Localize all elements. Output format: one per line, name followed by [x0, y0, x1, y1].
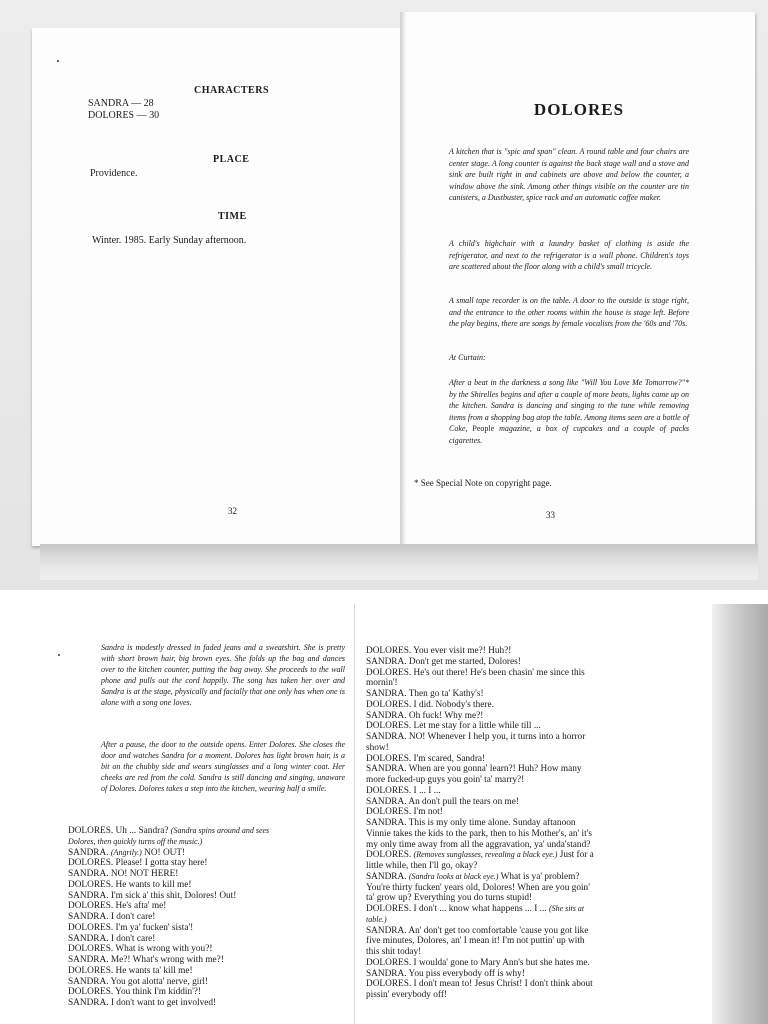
dialogue-text: ta' grow up? Everything you do turns stupid!: [366, 893, 533, 904]
dialogue-line: [366, 926, 646, 937]
stage-direction-setting: A kitchen that is "spic and span" clean. A round table and four chairs are center stage. A long counter is against the back stage wall and a stove and sink are built right in and cabinets are above and below the counter, a window above the sink. Among other things visible on the counter are tin canisters, a Dustbuster, spice rack and an automatic coffee maker.: [449, 147, 689, 203]
page-number-32: 32: [228, 506, 237, 516]
dialogue-text: DOLORES. I woulda' gone to Mary Ann's but she hates me.: [366, 957, 590, 968]
dialogue-text: SANDRA. I don't care!: [68, 912, 156, 922]
scan-shadow-band: [40, 544, 758, 580]
curtain-text-1: After a beat in the darkness a song like "Will You Love Me Tomorrow?"* by the Shirelles begins and after a couple of more beats, lights come up on the kitchen. Sandra is dancing and singing to the tune while removing items from a shopping bag atop the table. Among items seen are a bottle of Coke,: [449, 378, 689, 434]
dialogue-line: [366, 797, 646, 808]
stage-direction-inline: (Sandra spins around and sees: [170, 826, 270, 835]
dialogue-text: DOLORES. I ... I ...: [366, 785, 441, 796]
dialogue-text: pissin' everybody off!: [366, 990, 448, 1000]
dialogue-line: [366, 840, 646, 851]
dialogue-line: [366, 958, 646, 969]
dialogue-line: [68, 934, 352, 945]
dialogue-line: [366, 678, 646, 689]
speck: [57, 60, 59, 62]
dialogue-text: DOLORES. I'm scared, Sandra!: [366, 753, 486, 764]
curtain-text-2: magazine, a box of cupcakes and a couple of packs cigarettes.: [449, 424, 690, 445]
dialogue-text: DOLORES. I don't ... know what happens ... I ...: [366, 904, 549, 914]
dialogue-line: [366, 807, 646, 818]
dialogue-line: [68, 837, 352, 848]
stage-direction-doors: A small tape recorder is on the table. A door to the outside is stage right, and the entrance to the other rooms within the house is stage left. Before the play begins, there are songs by female vocalists from the '60s and '70s.: [449, 296, 689, 329]
dialogue-line: [366, 700, 646, 711]
stage-direction-dolores-enters: After a pause, the door to the outside opens. Enter Dolores. She closes the door and watches Sandra for a moment. Dolores has light brown hair, is a bit on the chubby side and wears sunglasses and a long winter coat. Her cheeks are red from the cold. Sandra is still dancing and singing, unaware of Dolores. Dolores takes a step into the kitchen, wearing half a smile.: [101, 740, 345, 793]
dialogue-text: DOLORES. I'm not!: [366, 807, 443, 818]
dialogue-line: [366, 646, 646, 657]
copyright-footnote: * See Special Note on copyright page.: [414, 478, 552, 488]
dialogue-line: [68, 826, 352, 837]
stage-direction-inline: Dolores, then quickly turns off the music.): [68, 836, 203, 846]
dialogue-text: DOLORES. You ever visit me?! Huh?!: [366, 646, 512, 656]
dialogue-text: little while, then I'll go, okay?: [366, 861, 478, 871]
dialogue-text: SANDRA.: [366, 871, 409, 882]
dialogue-page-35: [366, 646, 646, 1001]
dialogue-line: [68, 869, 352, 880]
dialogue-text: my only time away from all the aggravation, ya' unda'stand?: [366, 839, 591, 850]
dialogue-line: [366, 872, 646, 883]
dialogue-text: SANDRA. I don't want to get involved!: [68, 998, 217, 1008]
dialogue-text: DOLORES. What is wrong with you?!: [68, 944, 213, 955]
dialogue-line: [366, 786, 646, 797]
dialogue-line: [68, 923, 352, 934]
dialogue-text: SANDRA. You got alotta' nerve, girl!: [68, 976, 209, 987]
dialogue-text: DOLORES. I did. Nobody's there.: [366, 699, 494, 710]
dialogue-line: [68, 880, 352, 891]
dialogue-line: [366, 764, 646, 775]
dialogue-text: You're thirty fucken' years old, Dolores! When are you goin': [366, 882, 590, 893]
stage-direction-inline: (Sandra looks at black eye.): [408, 871, 499, 881]
dialogue-text: SANDRA. I'm sick a' this shit, Dolores! Out!: [68, 890, 237, 901]
dialogue-text: SANDRA. Don't get me started, Dolores!: [366, 656, 521, 667]
lower-gutter: [354, 604, 355, 1024]
dialogue-line: [68, 901, 352, 912]
dialogue-text: SANDRA. Oh fuck! Why me?!: [366, 710, 484, 721]
dialogue-text: DOLORES. He's afta' me!: [68, 901, 167, 912]
dialogue-text: SANDRA. When are you gonna' learn?! Huh? How many: [366, 764, 582, 775]
binding-shadow: [712, 604, 768, 1024]
stage-direction-curtain: [449, 377, 689, 447]
dialogue-text: DOLORES. I'm ya' fucken' sista'!: [68, 922, 194, 933]
dialogue-text: SANDRA. NO! NOT HERE!: [68, 869, 179, 879]
dialogue-line: [366, 979, 646, 990]
dialogue-line: [366, 850, 646, 861]
stage-direction-inline: (Removes sunglasses, revealing a black eye.): [413, 850, 558, 860]
at-curtain-label: At Curtain:: [449, 353, 486, 362]
dialogue-line: [366, 861, 646, 872]
dialogue-line: [366, 711, 646, 722]
dialogue-text: Vinnie takes the kids to the park, then to his Mother's, an' it's: [366, 828, 593, 839]
stage-direction-inline: table.): [366, 914, 387, 924]
dialogue-line: [366, 721, 646, 732]
page-number-33: 33: [546, 510, 555, 520]
dialogue-page-34: [68, 826, 352, 1009]
time-heading: TIME: [218, 211, 247, 222]
dialogue-text: DOLORES. He's out there! He's been chasin' me since this: [366, 667, 585, 678]
dialogue-line: [68, 987, 352, 998]
dialogue-line: [366, 893, 646, 904]
dialogue-line: [68, 955, 352, 966]
dialogue-line: [68, 966, 352, 977]
dialogue-line: [366, 883, 646, 894]
dialogue-line: [68, 858, 352, 869]
dialogue-line: [366, 657, 646, 668]
dialogue-text: DOLORES. Please! I gotta stay here!: [68, 858, 208, 869]
dialogue-line: [366, 969, 646, 980]
people-magazine: People: [472, 424, 495, 434]
dialogue-text: SANDRA. An don't pull the tears on me!: [366, 796, 519, 807]
dialogue-text: Just for a: [557, 850, 594, 861]
dialogue-line: [366, 904, 646, 915]
dialogue-text: SANDRA. This is my only time alone. Sunday aftanoon: [366, 818, 576, 828]
dialogue-text: DOLORES. He wants ta' kill me!: [68, 965, 193, 976]
dialogue-line: [366, 936, 646, 947]
dialogue-line: [366, 990, 646, 1001]
play-title: DOLORES: [533, 100, 625, 119]
dialogue-line: [366, 915, 646, 926]
stage-direction-inline: (Angrily.): [110, 847, 142, 857]
dialogue-text: SANDRA. You piss everybody off is why!: [366, 968, 525, 979]
dialogue-line: [366, 775, 646, 786]
time-value: Winter. 1985. Early Sunday afternoon.: [92, 235, 247, 246]
dialogue-line: [68, 891, 352, 902]
dialogue-text: DOLORES.: [366, 850, 414, 861]
dialogue-line: [366, 732, 646, 743]
stage-direction-sandra: Sandra is modestly dressed in faded jeans and a sweatshirt. She is pretty with short brown hair, big brown eyes. She folds up the bag and dances over to the kitchen counter, putting the bag away. She proceeds to the wall phone and pulls out the cord happily. The song has taken her over and Sandra is at the stage, physically and facially that one only has when one is alone with a song one loves.: [101, 643, 345, 707]
dialogue-text: SANDRA. I don't care!: [68, 933, 156, 944]
place-heading: PLACE: [213, 154, 250, 165]
dialogue-text: DOLORES. He wants to kill me!: [68, 879, 192, 890]
dialogue-line: [68, 848, 352, 859]
dialogue-text: SANDRA. An' don't get too comfortable 'cause you got like: [366, 925, 589, 936]
cast-dolores: DOLORES — 30: [88, 110, 160, 121]
book-gutter: [400, 12, 406, 548]
dialogue-text: mornin'!: [366, 678, 398, 689]
dialogue-line: [68, 977, 352, 988]
dialogue-line: [68, 912, 352, 923]
dialogue-line: [68, 944, 352, 955]
dialogue-text: DOLORES. You think I'm kiddin'?!: [68, 987, 201, 998]
dialogue-text: DOLORES. Uh ... Sandra?: [68, 826, 171, 836]
dialogue-text: this shit today!: [366, 947, 422, 957]
dialogue-text: SANDRA. Me?! What's wrong with me?!: [68, 955, 224, 965]
dialogue-line: [366, 947, 646, 958]
dialogue-line: [366, 689, 646, 700]
dialogue-line: [366, 668, 646, 679]
dialogue-text: show!: [366, 742, 389, 753]
dialogue-text: five minutes, Dolores, an' I mean it! I'm not puttin' up with: [366, 936, 585, 947]
cast-sandra: SANDRA — 28: [88, 98, 154, 109]
dialogue-text: What is ya' problem?: [498, 871, 580, 882]
dialogue-text: SANDRA.: [68, 847, 111, 858]
dialogue-line: [366, 743, 646, 754]
dialogue-text: more fucked-up guys you goin' ta' marry?!: [366, 775, 525, 785]
dialogue-text: DOLORES. I don't mean to! Jesus Christ! I don't think about: [366, 979, 593, 990]
place-value: Providence.: [90, 168, 138, 179]
dialogue-text: SANDRA. Then go ta' Kathy's!: [366, 689, 484, 699]
stage-direction-inline: (She sits at: [548, 904, 585, 913]
dialogue-line: [366, 818, 646, 829]
stage-direction-props: A child's highchair with a laundry basket of clothing is aside the refrigerator, and next to the refrigerator is a wall phone. Children's toys are scattered about the floor along with a child's small tricycle.: [449, 239, 689, 272]
dialogue-text: NO! OUT!: [141, 847, 186, 858]
dialogue-line: [366, 754, 646, 765]
speck: [58, 654, 60, 656]
dialogue-text: SANDRA. NO! Whenever I help you, it turns into a horror: [366, 732, 586, 742]
dialogue-line: [366, 829, 646, 840]
dialogue-line: [68, 998, 352, 1009]
cast-list: [88, 98, 159, 122]
dialogue-text: DOLORES. Let me stay for a little while till ...: [366, 721, 541, 732]
characters-heading: CHARACTERS: [194, 85, 270, 96]
page-33: [403, 12, 755, 552]
